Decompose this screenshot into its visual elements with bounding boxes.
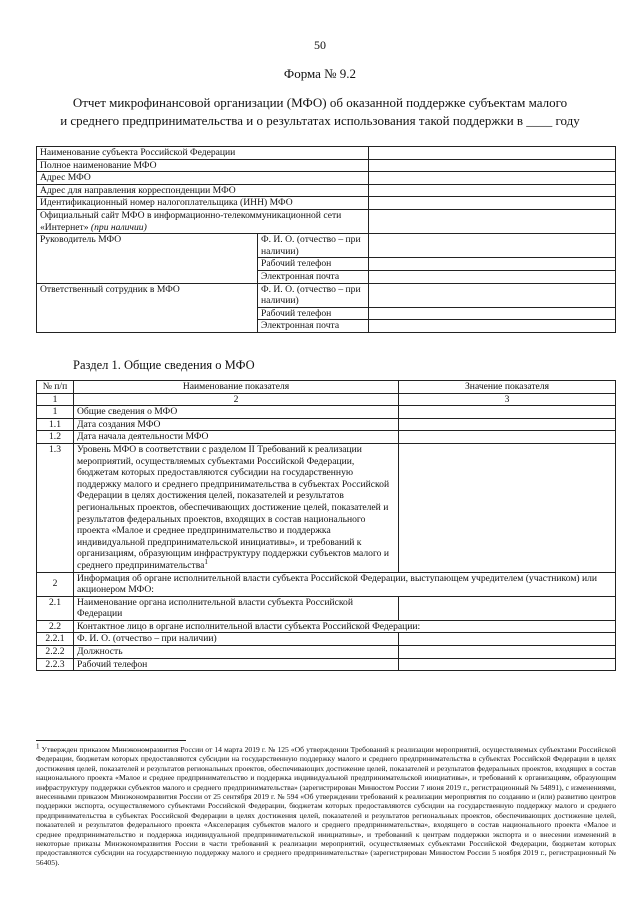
footnote xyxy=(36,742,616,867)
responsible-email-label: Электронная почта xyxy=(258,320,369,333)
mail-address-value[interactable] xyxy=(369,184,616,197)
row-name: Дата начала деятельности МФО xyxy=(74,431,399,444)
head-fio-label: Ф. И. О. (отчество – при наличии) xyxy=(258,234,369,258)
head-phone-label: Рабочий телефон xyxy=(258,258,369,271)
col-header-name: Наименование показателя xyxy=(74,381,399,394)
row-value[interactable] xyxy=(399,658,616,671)
row-number: 2.2 xyxy=(37,620,74,633)
general-info-table xyxy=(36,380,616,671)
row-name xyxy=(74,443,399,572)
responsible-fio-value[interactable] xyxy=(369,283,616,307)
title-line-1: Отчет микрофинансовой организации (МФО) об оказанной поддержке субъектам малого xyxy=(72,95,568,110)
responsible-email-value[interactable] xyxy=(369,320,616,333)
title-line-2: и среднего предпринимательства и о результатах использования такой поддержки в ____ году xyxy=(60,113,580,128)
fullname-label: Полное наименование МФО xyxy=(37,159,369,172)
website-value[interactable] xyxy=(369,209,616,233)
row-number: 2.2.1 xyxy=(37,633,74,646)
website-label-text: Официальный сайт МФО в информационно-телекоммуникационной сети «Интернет» xyxy=(40,209,342,233)
table-row xyxy=(37,620,616,633)
head-email-label: Электронная почта xyxy=(258,270,369,283)
row-value[interactable] xyxy=(399,646,616,659)
subject-value[interactable] xyxy=(369,147,616,160)
responsible-phone-value[interactable] xyxy=(369,307,616,320)
responsible-fio-label: Ф. И. О. (отчество – при наличии) xyxy=(258,283,369,307)
table-row xyxy=(37,431,616,444)
row-number: 1.1 xyxy=(37,418,74,431)
row-value[interactable] xyxy=(399,418,616,431)
table-row xyxy=(37,443,616,572)
website-note: (при наличии) xyxy=(90,221,147,233)
row-number: 1 xyxy=(37,406,74,419)
report-title xyxy=(40,94,600,130)
table-row xyxy=(37,418,616,431)
table-row xyxy=(37,572,616,596)
responsible-label: Ответственный сотрудник в МФО xyxy=(37,283,258,332)
row-name: Общие сведения о МФО xyxy=(74,406,399,419)
column-numbers-row xyxy=(37,393,616,406)
row-value[interactable] xyxy=(399,431,616,444)
table-header-row xyxy=(37,381,616,394)
section-1-title: Раздел 1. Общие сведения о МФО xyxy=(73,358,255,372)
table-row xyxy=(37,184,616,197)
table-row xyxy=(37,406,616,419)
row-value[interactable] xyxy=(399,443,616,572)
footnote-mark: 1 xyxy=(36,742,40,751)
row-name: Дата создания МФО xyxy=(74,418,399,431)
row-name: Наименование органа исполнительной власти субъекта Российской Федерации xyxy=(74,596,399,620)
head-fio-value[interactable] xyxy=(369,234,616,258)
row-number: 2.2.2 xyxy=(37,646,74,659)
address-value[interactable] xyxy=(369,172,616,185)
inn-label: Идентификационный номер налогоплательщика (ИНН) МФО xyxy=(37,197,369,210)
inn-value[interactable] xyxy=(369,197,616,210)
page-number: 50 xyxy=(314,38,326,52)
row-value[interactable] xyxy=(399,406,616,419)
table-row xyxy=(37,283,616,307)
subject-label: Наименование субъекта Российской Федерации xyxy=(37,147,369,160)
footnote-divider xyxy=(36,740,186,741)
row-number: 2 xyxy=(37,572,74,596)
row-name: Рабочий телефон xyxy=(74,658,399,671)
footnote-reference[interactable]: 1 xyxy=(204,557,208,566)
col-number-3: 3 xyxy=(399,393,616,406)
row-name: Контактное лицо в органе исполнительной власти субъекта Российской Федерации: xyxy=(74,620,616,633)
table-row xyxy=(37,147,616,160)
row-value[interactable] xyxy=(399,596,616,620)
row-number: 2.2.3 xyxy=(37,658,74,671)
address-label: Адрес МФО xyxy=(37,172,369,185)
col-number-2: 2 xyxy=(74,393,399,406)
row-name: Информация об органе исполнительной власти субъекта Российской Федерации, выступающем учредителем (участником) или акционером МФО: xyxy=(74,572,616,596)
head-phone-value[interactable] xyxy=(369,258,616,271)
col-number-1: 1 xyxy=(37,393,74,406)
footnote-text: Утвержден приказом Минэкономразвития России от 14 марта 2019 г. № 125 «Об утверждении Требований к реализации мероприятий, осуществляемых субъектами Российской Федерации, бюджетам которых предоставляются субсидии на государственную поддержку малого и среднего предпринимательства в субъектах Российской Федерации в целях достижения целей, показателей и результатов региональных проектов, обеспечивающих достижение целей, показателей и результатов федеральных проектов, входящих в состав национального проекта «Малое и среднее предпринимательство и поддержка индивидуальной предпринимательской инициативы», и требований к организациям, образующим инфраструктуру поддержки субъектов малого и среднего предпринимательства» (зарегистрирован Минюстом России 7 июня 2019 г., регистрационный № 54891), с изменениями, внесенными приказом Минэкономразвития России от 25 сентября 2019 г. № 594 «Об утверждении требований к реализации мероприятия по созданию и (или) развитию центров поддержки экспорта, осуществляемого субъектами Российской Федерации, бюджетам которых предоставляются субсидии на государственную поддержку малого и среднего предпринимательства в субъектах Российской Федерации в целях достижения целей, показателей и результатов региональных проектов, обеспечивающих достижение целей, показателей и результатов федерального проекта «Акселерация субъектов малого и среднего предпринимательства», входящего в состав национального проекта «Малое и среднее предпринимательство и поддержка индивидуальной предпринимательской инициативы», и требований к центрам поддержки экспорта и о внесении изменений в некоторые приказы Минэкономразвития России в части требований к реализации мероприятий, осуществляемых субъектами Российской Федерации, бюджетам которых предоставляются субсидии на государственную поддержку малого и среднего предпринимательства» (зарегистрирован Минюстом России 5 ноября 2019 г., регистрационный № 56405). xyxy=(36,745,616,867)
row-name: Ф. И. О. (отчество – при наличии) xyxy=(74,633,399,646)
head-email-value[interactable] xyxy=(369,270,616,283)
row-name: Должность xyxy=(74,646,399,659)
head-label: Руководитель МФО xyxy=(37,234,258,283)
row-number: 2.1 xyxy=(37,596,74,620)
responsible-phone-label: Рабочий телефон xyxy=(258,307,369,320)
mail-address-label: Адрес для направления корреспонденции МФО xyxy=(37,184,369,197)
table-row xyxy=(37,646,616,659)
table-row xyxy=(37,596,616,620)
row-name-text: Уровень МФО в соответствии с разделом II Требований к реализации мероприятий, осуществляемых субъектами Российской Федерации, бюджетам которых предоставляются субсидии на государственную поддержку малого и среднего предпринимательства в субъектах Российской Федерации в целях достижения целей, показателей и результатов региональных проектов, обеспечивающих достижение целей, показателей и результатов федеральных проектов, входящих в состав национального проекта «Малое и среднее предпринимательство и поддержка индивидуальной предпринимательской инициативы», и требований к организациям, образующим инфраструктуру поддержки субъектов малого и среднего предпринимательства xyxy=(77,443,390,571)
website-label xyxy=(37,209,369,233)
table-row xyxy=(37,209,616,233)
table-row xyxy=(37,234,616,258)
table-row xyxy=(37,159,616,172)
table-row xyxy=(37,197,616,210)
col-header-value: Значение показателя xyxy=(399,381,616,394)
col-header-num: № п/п xyxy=(37,381,74,394)
organization-info-table xyxy=(36,146,616,333)
row-value[interactable] xyxy=(399,633,616,646)
form-number: Форма № 9.2 xyxy=(283,66,357,81)
fullname-value[interactable] xyxy=(369,159,616,172)
table-row xyxy=(37,172,616,185)
row-number: 1.3 xyxy=(37,443,74,572)
table-row xyxy=(37,633,616,646)
row-number: 1.2 xyxy=(37,431,74,444)
table-row xyxy=(37,658,616,671)
